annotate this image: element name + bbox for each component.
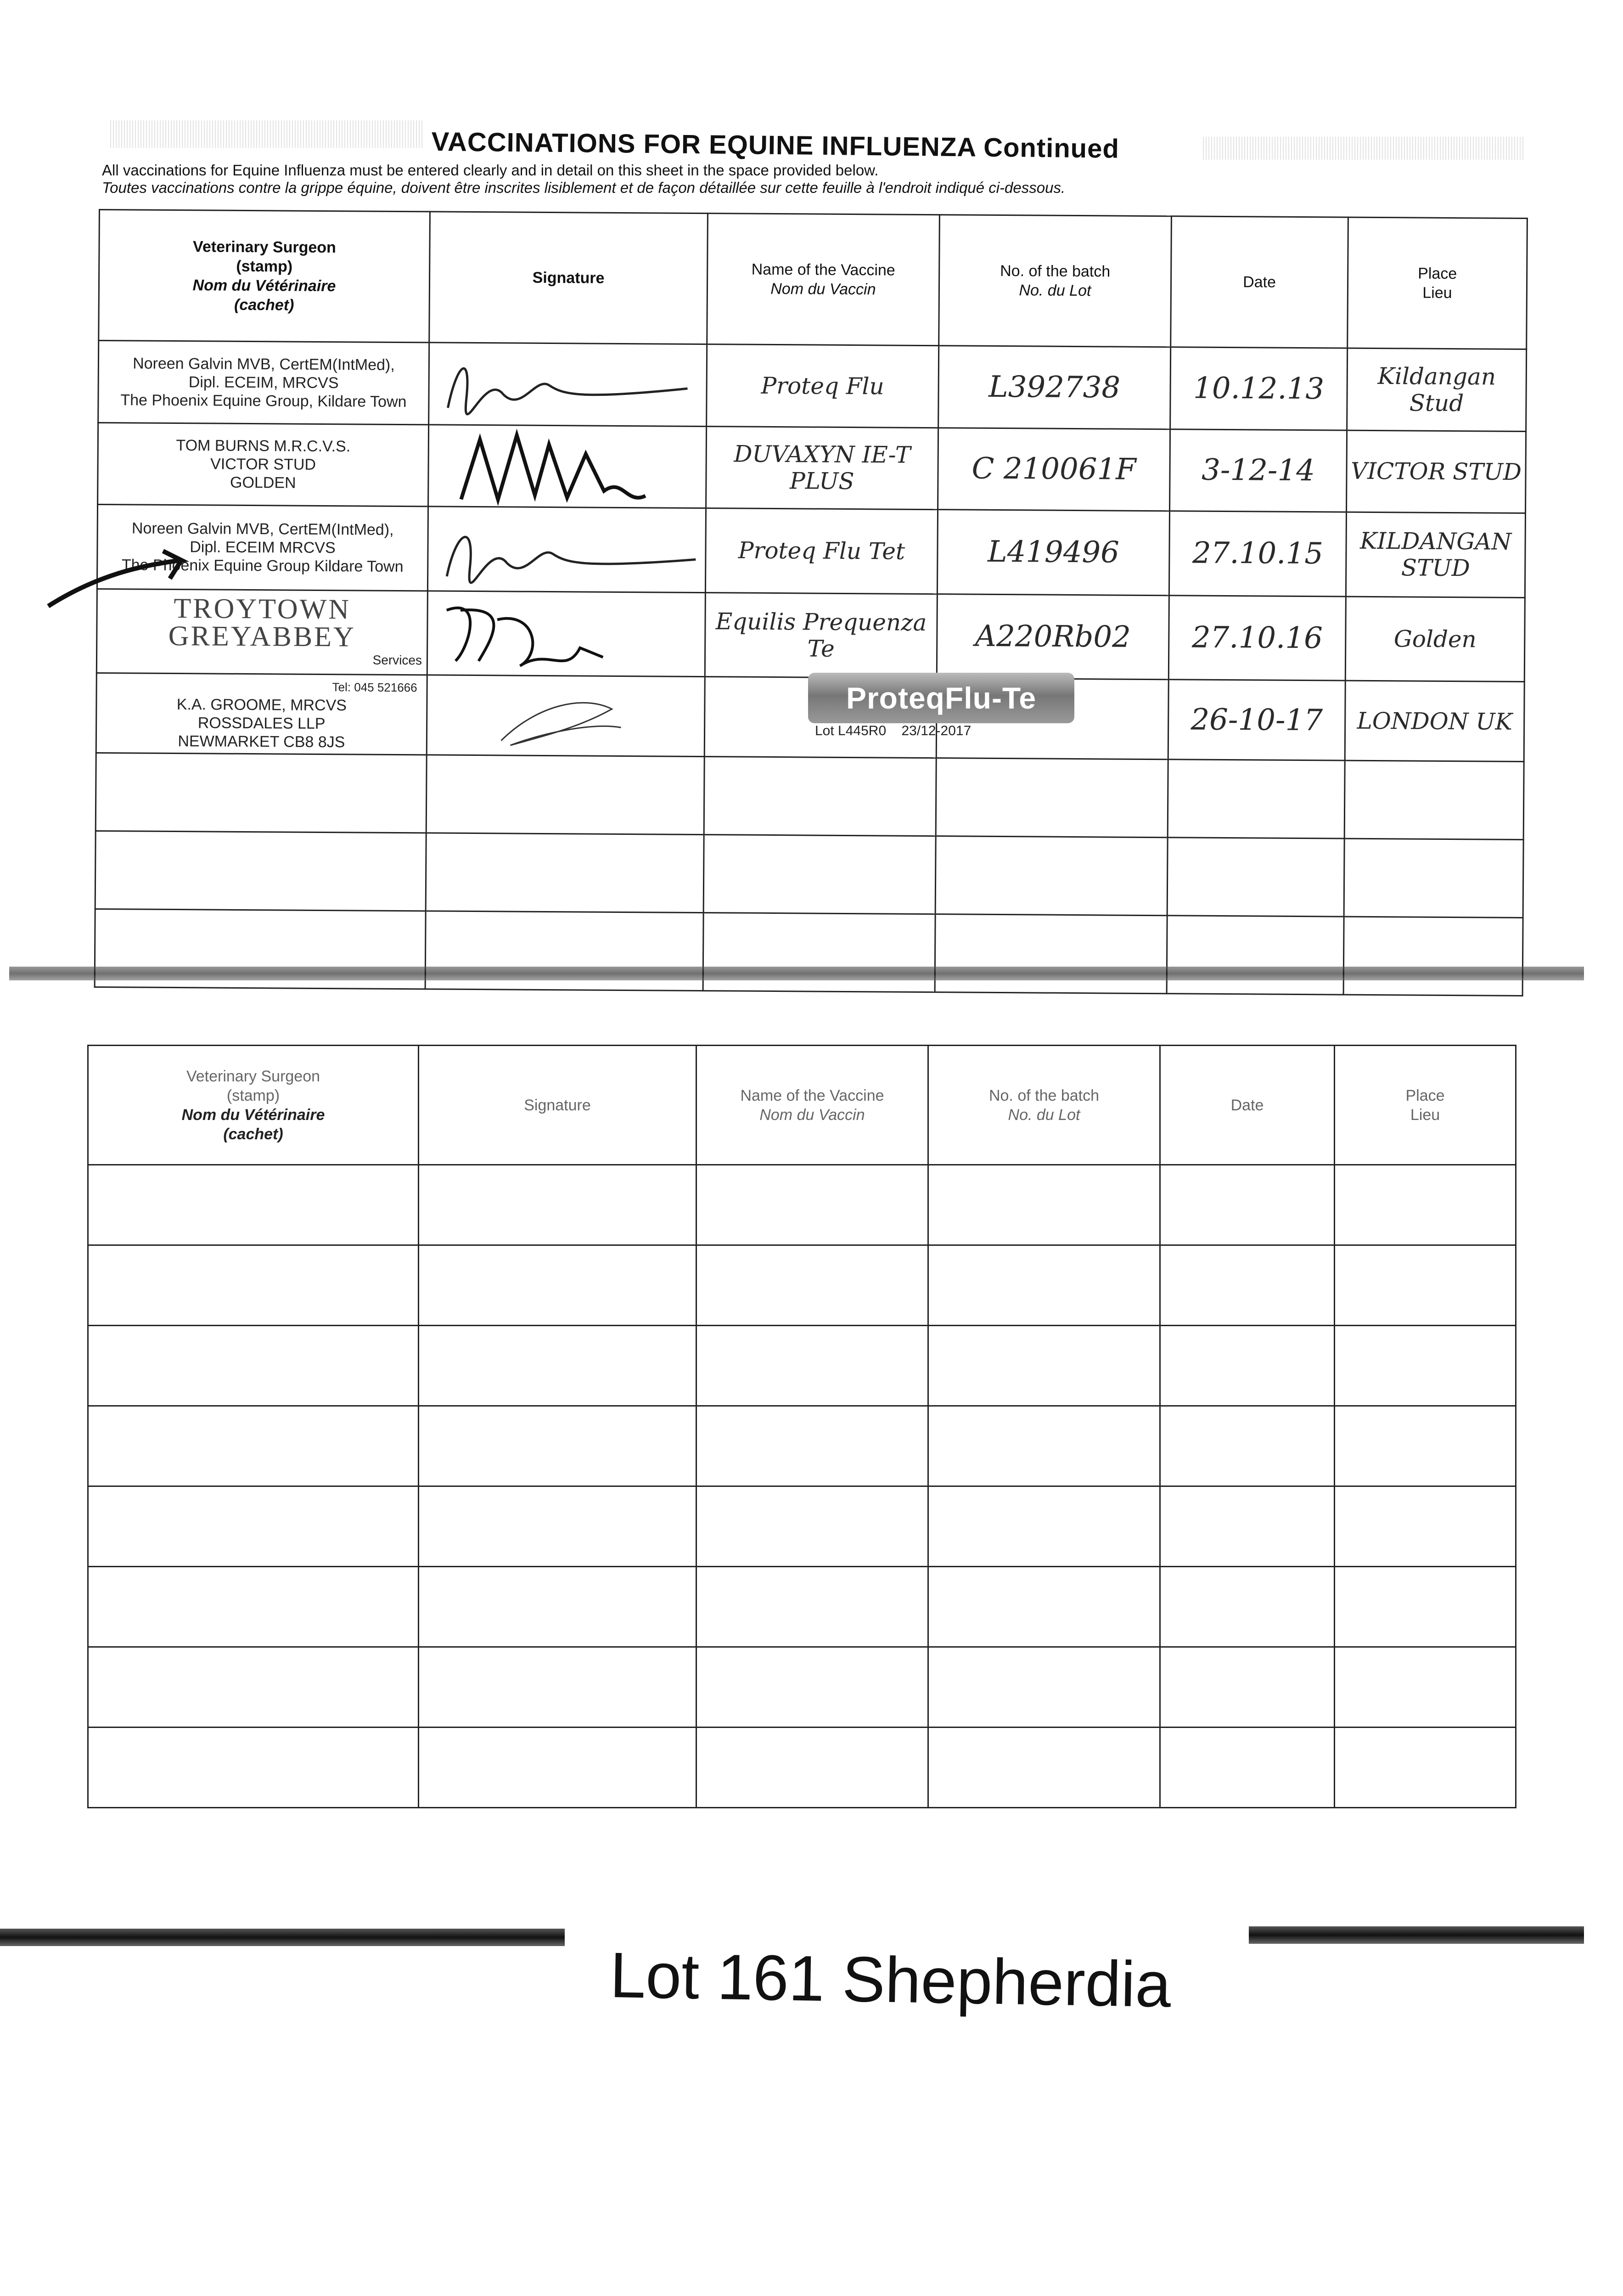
vaccine-label-lot: Lot L445R0 23/12-2017: [815, 723, 972, 738]
header-vet: Veterinary Surgeon (stamp) Nom du Vétérinaire (cachet): [99, 210, 430, 343]
table-row-empty: [88, 1165, 1516, 1245]
signature-scribble: [429, 425, 706, 507]
vaccination-place: VICTOR STUD: [1347, 430, 1526, 513]
batch-number: A220Rb02: [937, 594, 1169, 680]
signature-cell: [427, 506, 706, 592]
header-place: Place Lieu: [1335, 1046, 1516, 1165]
table-row: [96, 589, 1525, 682]
vet-stamp: TROYTOWN GREYABBEY Services: [96, 589, 427, 675]
header-date: Date: [1160, 1046, 1335, 1165]
table-row: [98, 422, 1526, 513]
redaction-bar-right: [1249, 1926, 1584, 1944]
signature-scribble: [428, 591, 705, 676]
table-header-row: [99, 210, 1528, 349]
vaccination-place: LONDON UK: [1345, 681, 1524, 761]
vaccine-name: DUVAXYN IE-T PLUS: [706, 426, 938, 510]
vaccination-table-1: [94, 209, 1528, 996]
redaction-bar-left: [0, 1929, 565, 1946]
instruction-french: Toutes vaccinations contre la grippe équine, doivent être inscrites lisiblement et de façon détaillée sur cette feuille à l'endroit indiqué ci-dessous.: [102, 179, 1066, 196]
table-row: [97, 505, 1525, 598]
vaccination-date: 3-12-14: [1170, 429, 1347, 512]
vet-stamp: Noreen Galvin MVB, CertEM(IntMed), Dipl. ECEIM, MRCVS The Phoenix Equine Group, Kildare Town: [98, 341, 429, 425]
table-row-empty: [95, 909, 1523, 996]
scan-band: [9, 967, 1584, 980]
signature-cell: [428, 424, 707, 508]
vaccination-date: 26-10-17: [1168, 680, 1345, 760]
signature-scribble: [429, 343, 706, 425]
vet-stamp: Tel: 045 521666 K.A. GROOME, MRCVS ROSSDALES LLP NEWMARKET CB8 8JS: [96, 673, 427, 755]
lot-title: Lot 161 Shepherdia: [609, 1938, 1172, 2021]
vaccination-date: 10.12.13: [1170, 347, 1348, 430]
table-row: [98, 341, 1527, 432]
table-header-row: [88, 1046, 1516, 1165]
header-batch: No. of the batch No. du Lot: [928, 1046, 1160, 1165]
batch-number: L392738: [938, 346, 1171, 429]
table-row-empty: [95, 831, 1523, 917]
header-vaccine: Name of the Vaccine Nom du Vaccin: [707, 214, 940, 346]
table-row-empty: [88, 1728, 1516, 1808]
vet-stamp: TOM BURNS M.R.C.V.S. VICTOR STUD GOLDEN: [98, 422, 429, 506]
signature-scribble: [428, 507, 705, 592]
vaccine-label-sticker: ProteqFlu-Te: [808, 673, 1074, 723]
vaccination-date: 27.10.15: [1169, 511, 1346, 597]
vaccination-place: Kildangan Stud: [1347, 348, 1527, 431]
table-row-empty: [88, 1486, 1516, 1567]
header-place: Place Lieu: [1348, 217, 1528, 349]
vaccine-name: Proteq Flu: [707, 344, 939, 428]
vaccination-table-2: [87, 1045, 1516, 1808]
batch-number: C 210061F: [938, 428, 1170, 511]
scan-noise: [1203, 137, 1524, 160]
table-row-empty: [88, 1567, 1516, 1647]
table-row-empty: [88, 1245, 1516, 1326]
signature-scribble: [427, 676, 704, 756]
signature-cell: [427, 591, 705, 677]
vaccination-place: KILDANGAN STUD: [1346, 512, 1525, 597]
vaccine-name: Equilis Prequenza Te: [705, 592, 937, 678]
instruction-english: All vaccinations for Equine Influenza must be entered clearly and in detail on this sheet in the space provided below.: [102, 162, 879, 179]
batch-number: L419496: [937, 510, 1169, 596]
header-batch: No. of the batch No. du Lot: [939, 215, 1172, 347]
signature-cell: [427, 675, 705, 756]
scan-noise: [110, 120, 422, 148]
page-title: VACCINATIONS FOR EQUINE INFLUENZA Continued: [431, 126, 1120, 164]
hand-drawn-arrow: [44, 546, 236, 611]
table-row-empty: [88, 1326, 1516, 1406]
vaccination-date: 27.10.16: [1168, 596, 1346, 681]
header-signature: Signature: [429, 212, 708, 344]
table-row-empty: [88, 1647, 1516, 1728]
vet-stamp: Noreen Galvin MVB, CertEM(IntMed), Dipl. ECEIM MRCVS The Phoenix Equine Group Kildare Town: [97, 505, 428, 591]
header-signature: Signature: [419, 1046, 696, 1165]
table-row-empty: [88, 1406, 1516, 1486]
header-vaccine: Name of the Vaccine Nom du Vaccin: [696, 1046, 928, 1165]
signature-cell: [429, 343, 707, 426]
table-row-empty: [95, 753, 1524, 839]
header-date: Date: [1171, 216, 1348, 348]
vaccine-name: Proteq Flu Tet: [705, 508, 938, 594]
header-vet: Veterinary Surgeon (stamp) Nom du Vétérinaire (cachet): [88, 1046, 419, 1165]
vaccination-place: Golden: [1345, 597, 1525, 682]
